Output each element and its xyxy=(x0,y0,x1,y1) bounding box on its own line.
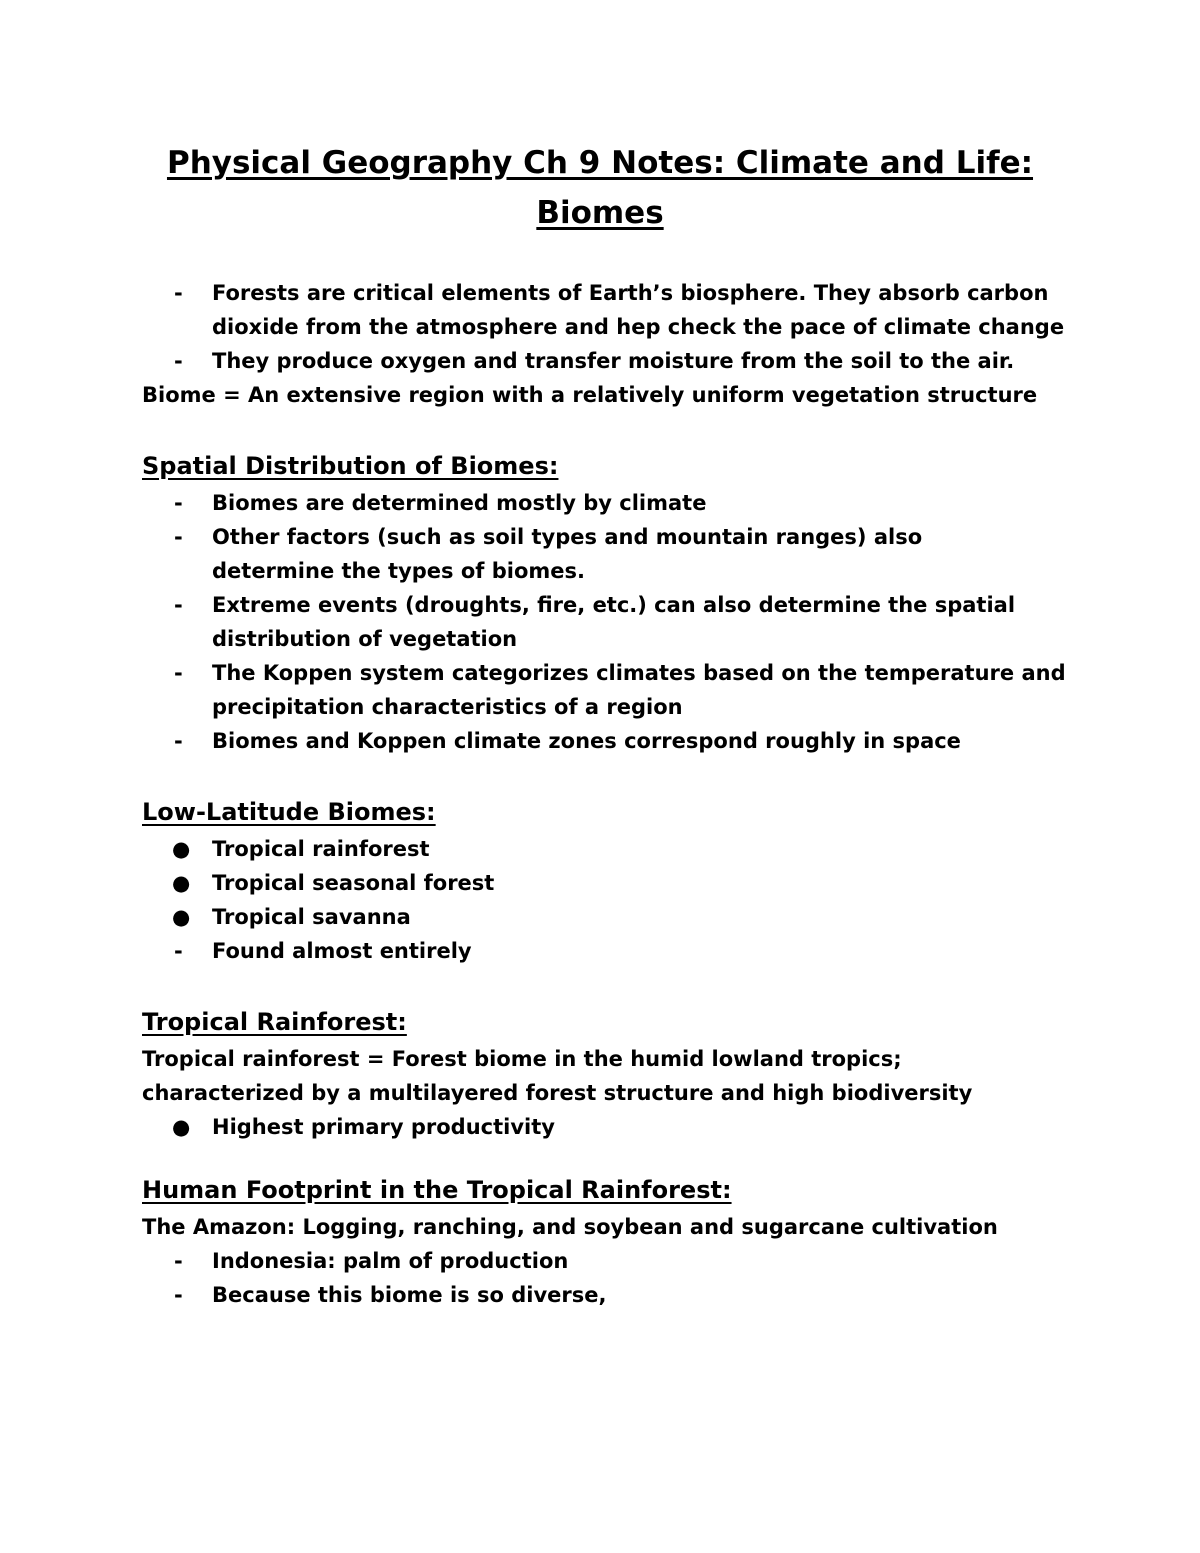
list-item xyxy=(142,1110,1082,1144)
list-item-text: Highest primary productivity xyxy=(212,1115,555,1139)
list-item xyxy=(142,832,1082,866)
list-item xyxy=(142,724,1082,758)
list-item-text: Indonesia: palm of production xyxy=(212,1249,569,1273)
list-item xyxy=(142,486,1082,520)
list-item-text: They produce oxygen and transfer moisture from the soil to the air. xyxy=(212,349,1015,373)
biome-definition: Biome = An extensive region with a relatively uniform vegetation structure xyxy=(142,383,1038,407)
dash-marker: - xyxy=(174,593,183,617)
section-heading-rainforest: Tropical Rainforest: xyxy=(142,1008,407,1036)
bullet-marker: ● xyxy=(172,871,191,895)
list-item xyxy=(142,520,1012,588)
dash-marker: - xyxy=(174,281,183,305)
list-item xyxy=(142,934,1082,968)
list-item-text: The Koppen system categorizes climates based on the temperature and precipitation characteristics of a region xyxy=(212,661,1066,719)
list-item-text: Other factors (such as soil types and mountain ranges) also determine the types of biomes. xyxy=(212,525,923,583)
section-heading-low-latitude: Low-Latitude Biomes: xyxy=(142,798,436,826)
list-item xyxy=(142,1244,1082,1278)
bullet-marker: ● xyxy=(172,837,191,861)
dash-marker: - xyxy=(174,729,183,753)
notes-content xyxy=(142,276,1082,1312)
list-item xyxy=(142,1278,1082,1312)
list-item xyxy=(142,900,1082,934)
bullet-marker: ● xyxy=(172,1115,191,1139)
dash-marker: - xyxy=(174,525,183,549)
list-item xyxy=(142,866,1082,900)
dash-marker: - xyxy=(174,349,183,373)
list-item xyxy=(142,344,1082,378)
dash-marker: - xyxy=(174,491,183,515)
list-item-text: Forests are critical elements of Earth’s biosphere. They absorb carbon dioxide from the atmosphere and hep check the pace of climate change xyxy=(212,281,1065,339)
section-heading-spatial: Spatial Distribution of Biomes: xyxy=(142,452,559,480)
list-item-text: Tropical seasonal forest xyxy=(212,871,495,895)
page-title: Physical Geography Ch 9 Notes: Climate and Life: Biomes xyxy=(166,145,1034,231)
section-heading-footprint: Human Footprint in the Tropical Rainforest: xyxy=(142,1176,732,1204)
footprint-text: The Amazon: Logging, ranching, and soybean and sugarcane cultivation xyxy=(142,1215,998,1239)
list-item-text: Biomes and Koppen climate zones correspond roughly in space xyxy=(212,729,961,753)
list-item-text: Found almost entirely xyxy=(212,939,472,963)
list-item-text: Biomes are determined mostly by climate xyxy=(212,491,707,515)
bullet-marker: ● xyxy=(172,905,191,929)
dash-marker: - xyxy=(174,661,183,685)
list-item-text: Extreme events (droughts, fire, etc.) can also determine the spatial distribution of vegetation xyxy=(212,593,1016,651)
dash-marker: - xyxy=(174,1249,183,1273)
dash-marker: - xyxy=(174,1283,183,1307)
list-item-text: Tropical rainforest xyxy=(212,837,430,861)
list-item xyxy=(142,588,1092,656)
list-item xyxy=(142,276,1132,344)
list-item-text: Because this biome is so diverse, xyxy=(212,1283,607,1307)
list-item xyxy=(142,656,1102,724)
dash-marker: - xyxy=(174,939,183,963)
rainforest-definition: Tropical rainforest = Forest biome in the humid lowland tropics; characterized by a multilayered forest structure and high biodiversity xyxy=(142,1047,973,1105)
list-item-text: Tropical savanna xyxy=(212,905,411,929)
